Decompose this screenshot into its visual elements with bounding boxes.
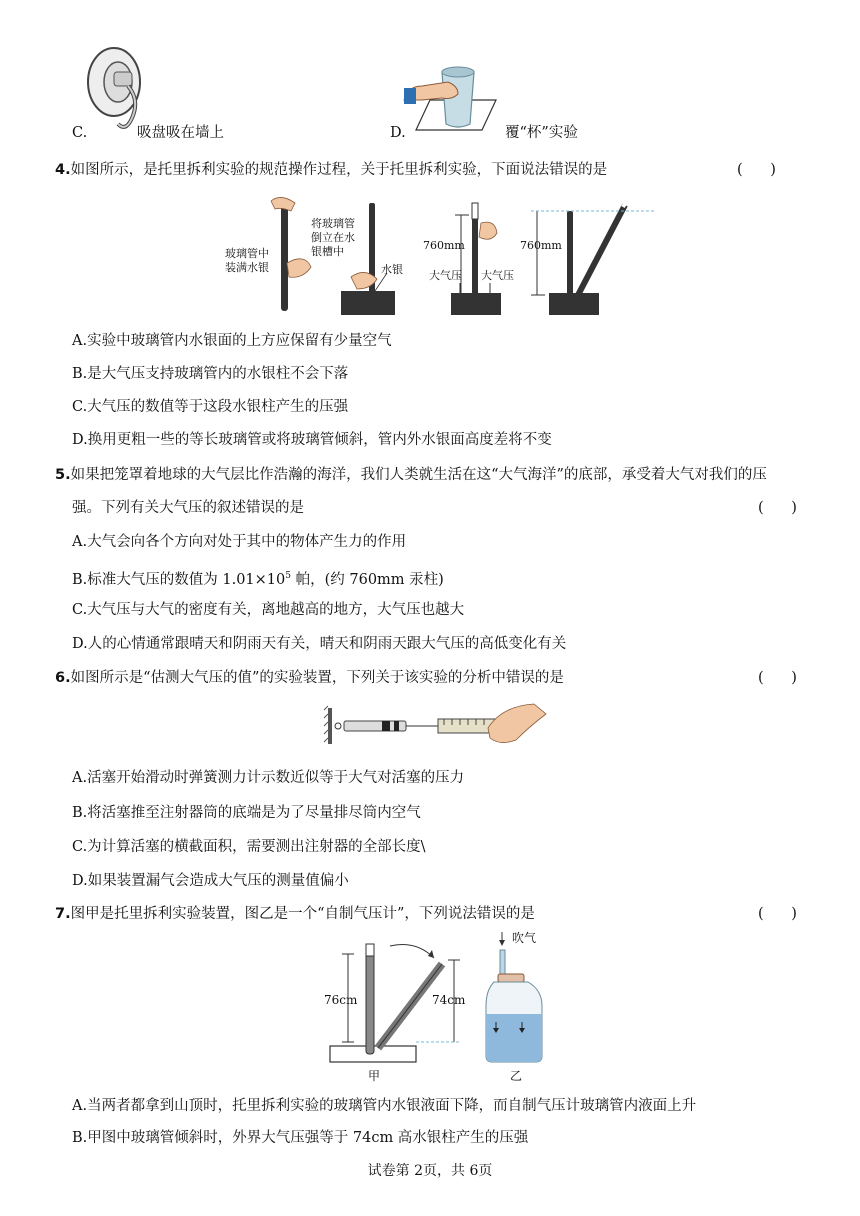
question-5-stem-line2: 强。下列有关大气压的叙述错误的是	[72, 500, 304, 516]
fig-label-76cm: 76cm	[324, 993, 358, 1007]
question-text: 图甲是托里拆利实验装置，图乙是一个“自制气压计”，下列说法错误的是	[70, 906, 535, 922]
fig-label-fill-2: 装满水银	[225, 261, 269, 274]
question-number: 6.	[55, 670, 71, 686]
q4-option-c: C.大气压的数值等于这段水银柱产生的压强	[72, 399, 349, 415]
torricelli-procedure-figure	[215, 193, 655, 320]
svg-text:将玻璃管倒立在水银槽中	[311, 216, 355, 258]
q5-option-a: A.大气会向各个方向对处于其中的物体产生力的作用	[72, 534, 407, 550]
q5-option-d: D.人的心情通常跟晴天和阴雨天有关，晴天和阴雨天跟大气压的高低变化有关	[72, 636, 567, 652]
answer-bracket: ( )	[737, 162, 776, 178]
question-text: 如图所示，是托里拆利实验的规范操作过程，关于托里拆利实验，下面说法错误的是	[70, 162, 608, 178]
fig-label-760-b: 760mm	[520, 239, 562, 252]
q6-option-b: B.将活塞推至注射器筒的底端是为了尽量排尽筒内空气	[72, 805, 421, 821]
question-5-stem-line1	[55, 465, 767, 485]
question-number: 7.	[55, 906, 71, 922]
fig-label-jia: 甲	[368, 1069, 381, 1083]
q4-option-b: B.是大气压支持玻璃管内的水银柱不会下落	[72, 366, 349, 382]
answer-bracket: ( )	[758, 500, 797, 516]
answer-bracket: ( )	[758, 670, 797, 686]
q6-option-c: C.为计算活塞的横截面积，需要测出注射器的全部长度\	[72, 839, 426, 855]
option-d-caption: 覆“杯”实验	[505, 125, 578, 141]
option-d-label: D.	[390, 125, 406, 141]
fig-label-invert-2: 倒立在水	[311, 231, 355, 244]
fig-label-invert-1: 将玻璃管	[311, 217, 355, 230]
q4-option-d: D.换用更粗一些的等长玻璃管或将玻璃管倾斜，管内外水银面高度差将不变	[72, 432, 552, 448]
q5-option-b	[72, 566, 444, 590]
question-4-stem	[55, 160, 607, 180]
answer-bracket: ( )	[758, 906, 797, 922]
question-6-stem	[55, 668, 564, 688]
barometer-comparison-figure	[320, 930, 560, 1090]
q6-option-a: A.活塞开始滑动时弹簧测力计示数近似等于大气对活塞的压力	[72, 770, 465, 786]
q5-option-b-sup: 5	[285, 571, 291, 581]
syringe-apparatus-figure	[320, 700, 550, 750]
fig-label-invert-3: 银槽中	[311, 245, 344, 258]
fig-label-mercury: 水银	[381, 263, 403, 276]
page-footer: 试卷第 2页，共 6页	[367, 1163, 493, 1179]
option-c-label: C.	[72, 125, 88, 141]
cup-experiment-figure	[400, 52, 500, 142]
question-text: 如果把笼罩着地球的大气层比作浩瀚的海洋，我们人类就生活在这“大气海洋”的底部，承受着大气对我们的压	[70, 467, 767, 483]
fig-label-atm-a: 大气压	[429, 269, 462, 282]
q5-option-b-post: 帕，(约 760mm 汞柱)	[291, 571, 444, 588]
svg-text:玻璃管中装满水银	[225, 246, 269, 274]
question-number: 5.	[55, 467, 71, 483]
q6-option-d: D.如果装置漏气会造成大气压的测量值偏小	[72, 873, 349, 889]
q5-option-b-pre: B.标准大气压的数值为 1.01×10	[72, 571, 286, 588]
q7-option-a: A.当两者都拿到山顶时，托里拆利实验的玻璃管内水银液面下降，而自制气压计玻璃管内液面上升	[72, 1098, 697, 1114]
q5-option-c: C.大气压与大气的密度有关，离地越高的地方，大气压也越大	[72, 602, 465, 618]
fig-label-fill-1: 玻璃管中	[225, 247, 269, 260]
option-c-caption: 吸盘吸在墙上	[137, 125, 224, 141]
fig-label-atm-b: 大气压	[481, 269, 514, 282]
question-number: 4.	[55, 162, 71, 178]
fig-label-760-a: 760mm	[423, 239, 465, 252]
question-text: 如图所示是“估测大气压的值”的实验装置，下列关于该实验的分析中错误的是	[70, 670, 564, 686]
q4-option-a: A.实验中玻璃管内水银面的上方应保留有少量空气	[72, 333, 392, 349]
fig-label-yi: 乙	[510, 1069, 523, 1083]
q7-option-b: B.甲图中玻璃管倾斜时，外界大气压强等于 74cm 高水银柱产生的压强	[72, 1130, 529, 1146]
fig-label-74cm: 74cm	[432, 993, 466, 1007]
question-7-stem	[55, 904, 535, 924]
fig-label-blow: 吹气	[512, 931, 537, 945]
